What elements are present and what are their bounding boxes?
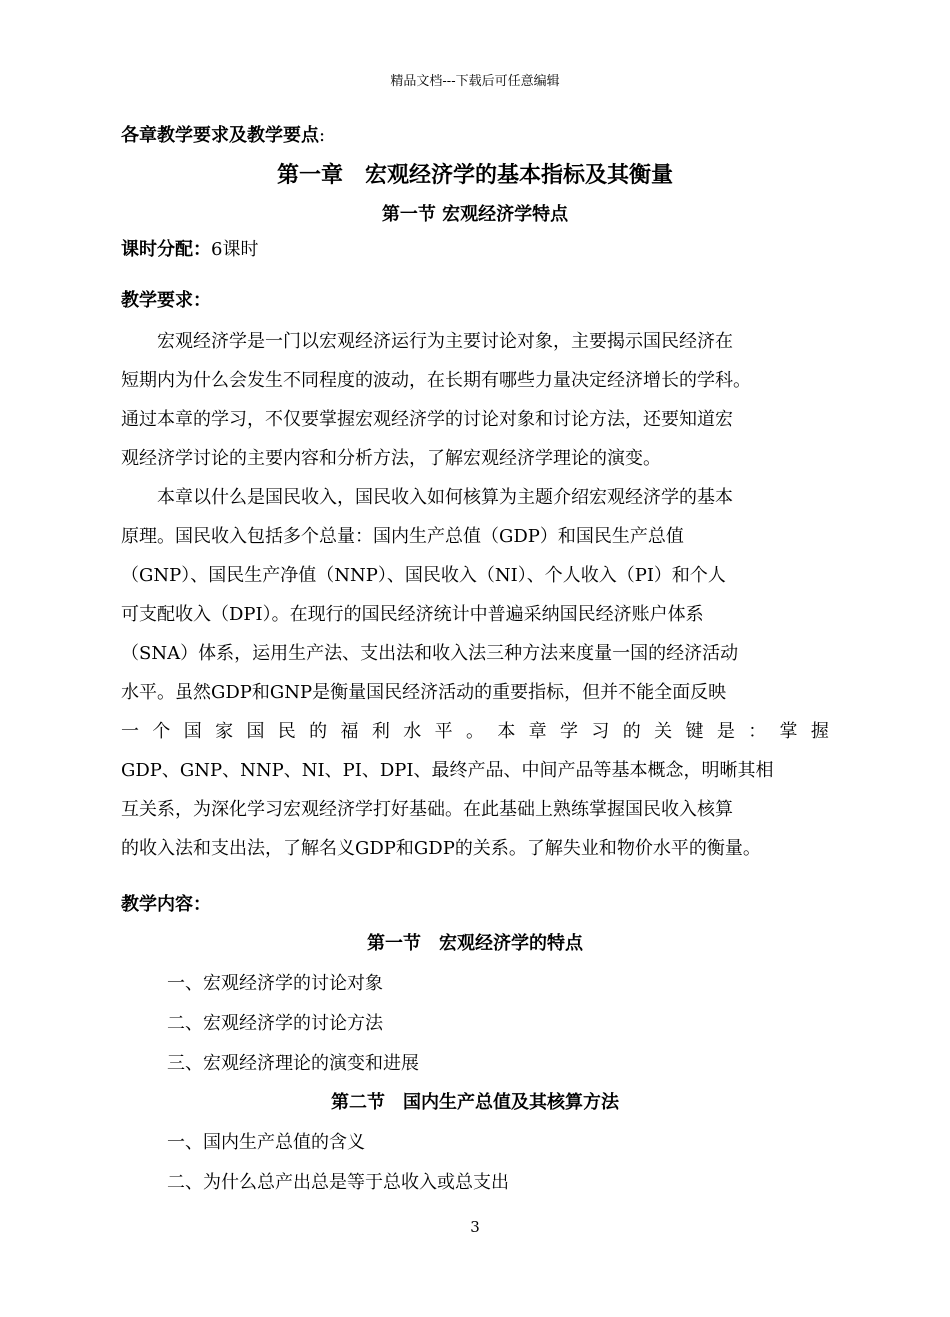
paragraph-line: GDP、GNP、NNP、NI、PI、DPI、最终产品、中间产品等基本概念，明晰其相 — [121, 760, 774, 781]
paragraph-line: 可支配收入（DPI）。在现行的国民经济统计中普遍采纳国民经济账户体系 — [121, 604, 704, 625]
paragraph-line: 水平。虽然GDP和GNP是衡量国民经济活动的重要指标，但并不能全面反映 — [121, 682, 727, 703]
section1-item: 三、宏观经济理论的演变和进展 — [167, 1053, 419, 1074]
requirements-label: 教学要求： — [121, 290, 211, 311]
justified-char: 关 — [654, 721, 673, 742]
paragraph-line: （SNA）体系，运用生产法、支出法和收入法三种方法来度量一国的经济活动 — [121, 643, 739, 664]
justified-char: 平 — [434, 721, 453, 742]
justified-char: 本 — [497, 721, 516, 742]
justified-char: 的 — [622, 721, 641, 742]
justified-char: 的 — [309, 721, 328, 742]
paragraph-line: 通过本章的学习，不仅要掌握宏观经济学的讨论对象和讨论方法，还要知道宏 — [121, 409, 733, 430]
hours-allocation — [121, 235, 258, 261]
justified-char: 学 — [560, 721, 579, 742]
justified-char: 掌 — [779, 721, 798, 742]
justified-char: 民 — [277, 721, 296, 742]
section-title: 第一节 宏观经济学特点 — [381, 204, 569, 225]
justified-char: 国 — [183, 721, 202, 742]
justified-char: 家 — [215, 721, 234, 742]
justified-char: 一 — [121, 721, 139, 742]
justified-char: 国 — [246, 721, 265, 742]
justified-char: 利 — [371, 721, 390, 742]
section1-heading: 第一节 宏观经济学的特点 — [367, 933, 583, 954]
paragraph-line-justified — [121, 717, 829, 743]
section1-item: 一、宏观经济学的讨论对象 — [167, 973, 383, 994]
paragraph-line: （GNP）、国民生产净值（NNP）、国民收入（NI）、个人收入（PI）和个人 — [121, 565, 726, 586]
paragraph-line: 原理。国民收入包括多个总量：国内生产总值（GDP）和国民生产总值 — [121, 526, 684, 547]
hours-value: 6课时 — [211, 239, 259, 260]
intro-title: 各章教学要求及教学要点 — [121, 125, 319, 146]
section2-item: 一、国内生产总值的含义 — [167, 1132, 365, 1153]
section2-item: 二、为什么总产出总是等于总收入或总支出 — [167, 1172, 509, 1193]
justified-char: 福 — [340, 721, 359, 742]
justified-char: 个 — [152, 721, 171, 742]
paragraph-line: 宏观经济学是一门以宏观经济运行为主要讨论对象，主要揭示国民经济在 — [121, 331, 733, 352]
paragraph-line: 观经济学讨论的主要内容和分析方法，了解宏观经济学理论的演变。 — [121, 448, 661, 469]
intro-heading — [121, 121, 325, 147]
justified-char: 。 — [465, 721, 484, 742]
paragraph-line: 本章以什么是国民收入，国民收入如何核算为主题介绍宏观经济学的基本 — [121, 487, 733, 508]
paragraph-line: 互关系，为深化学习宏观经济学打好基础。在此基础上熟练掌握国民收入核算 — [121, 799, 733, 820]
page-header: 精品文档---下载后可任意编辑 — [390, 74, 560, 89]
chapter-title: 第一章 宏观经济学的基本指标及其衡量 — [276, 163, 673, 188]
justified-char: 是 — [716, 721, 735, 742]
paragraph-line: 短期内为什么会发生不同程度的波动，在长期有哪些力量决定经济增长的学科。 — [121, 370, 751, 391]
hours-label: 课时分配： — [121, 239, 211, 260]
section1-item: 二、宏观经济学的讨论方法 — [167, 1013, 383, 1034]
section2-heading: 第二节 国内生产总值及其核算方法 — [331, 1092, 619, 1113]
page-number: 3 — [470, 1218, 480, 1236]
justified-char: 习 — [591, 721, 610, 742]
paragraph-line: 的收入法和支出法，了解名义GDP和GDP的关系。了解失业和物价水平的衡量。 — [121, 838, 761, 859]
justified-char: ： — [748, 721, 767, 742]
justified-char: 握 — [810, 721, 829, 742]
justified-char: 水 — [403, 721, 422, 742]
justified-char: 章 — [528, 721, 547, 742]
intro-colon: : — [319, 125, 326, 146]
content-label: 教学内容： — [121, 894, 211, 915]
justified-char: 键 — [685, 721, 704, 742]
